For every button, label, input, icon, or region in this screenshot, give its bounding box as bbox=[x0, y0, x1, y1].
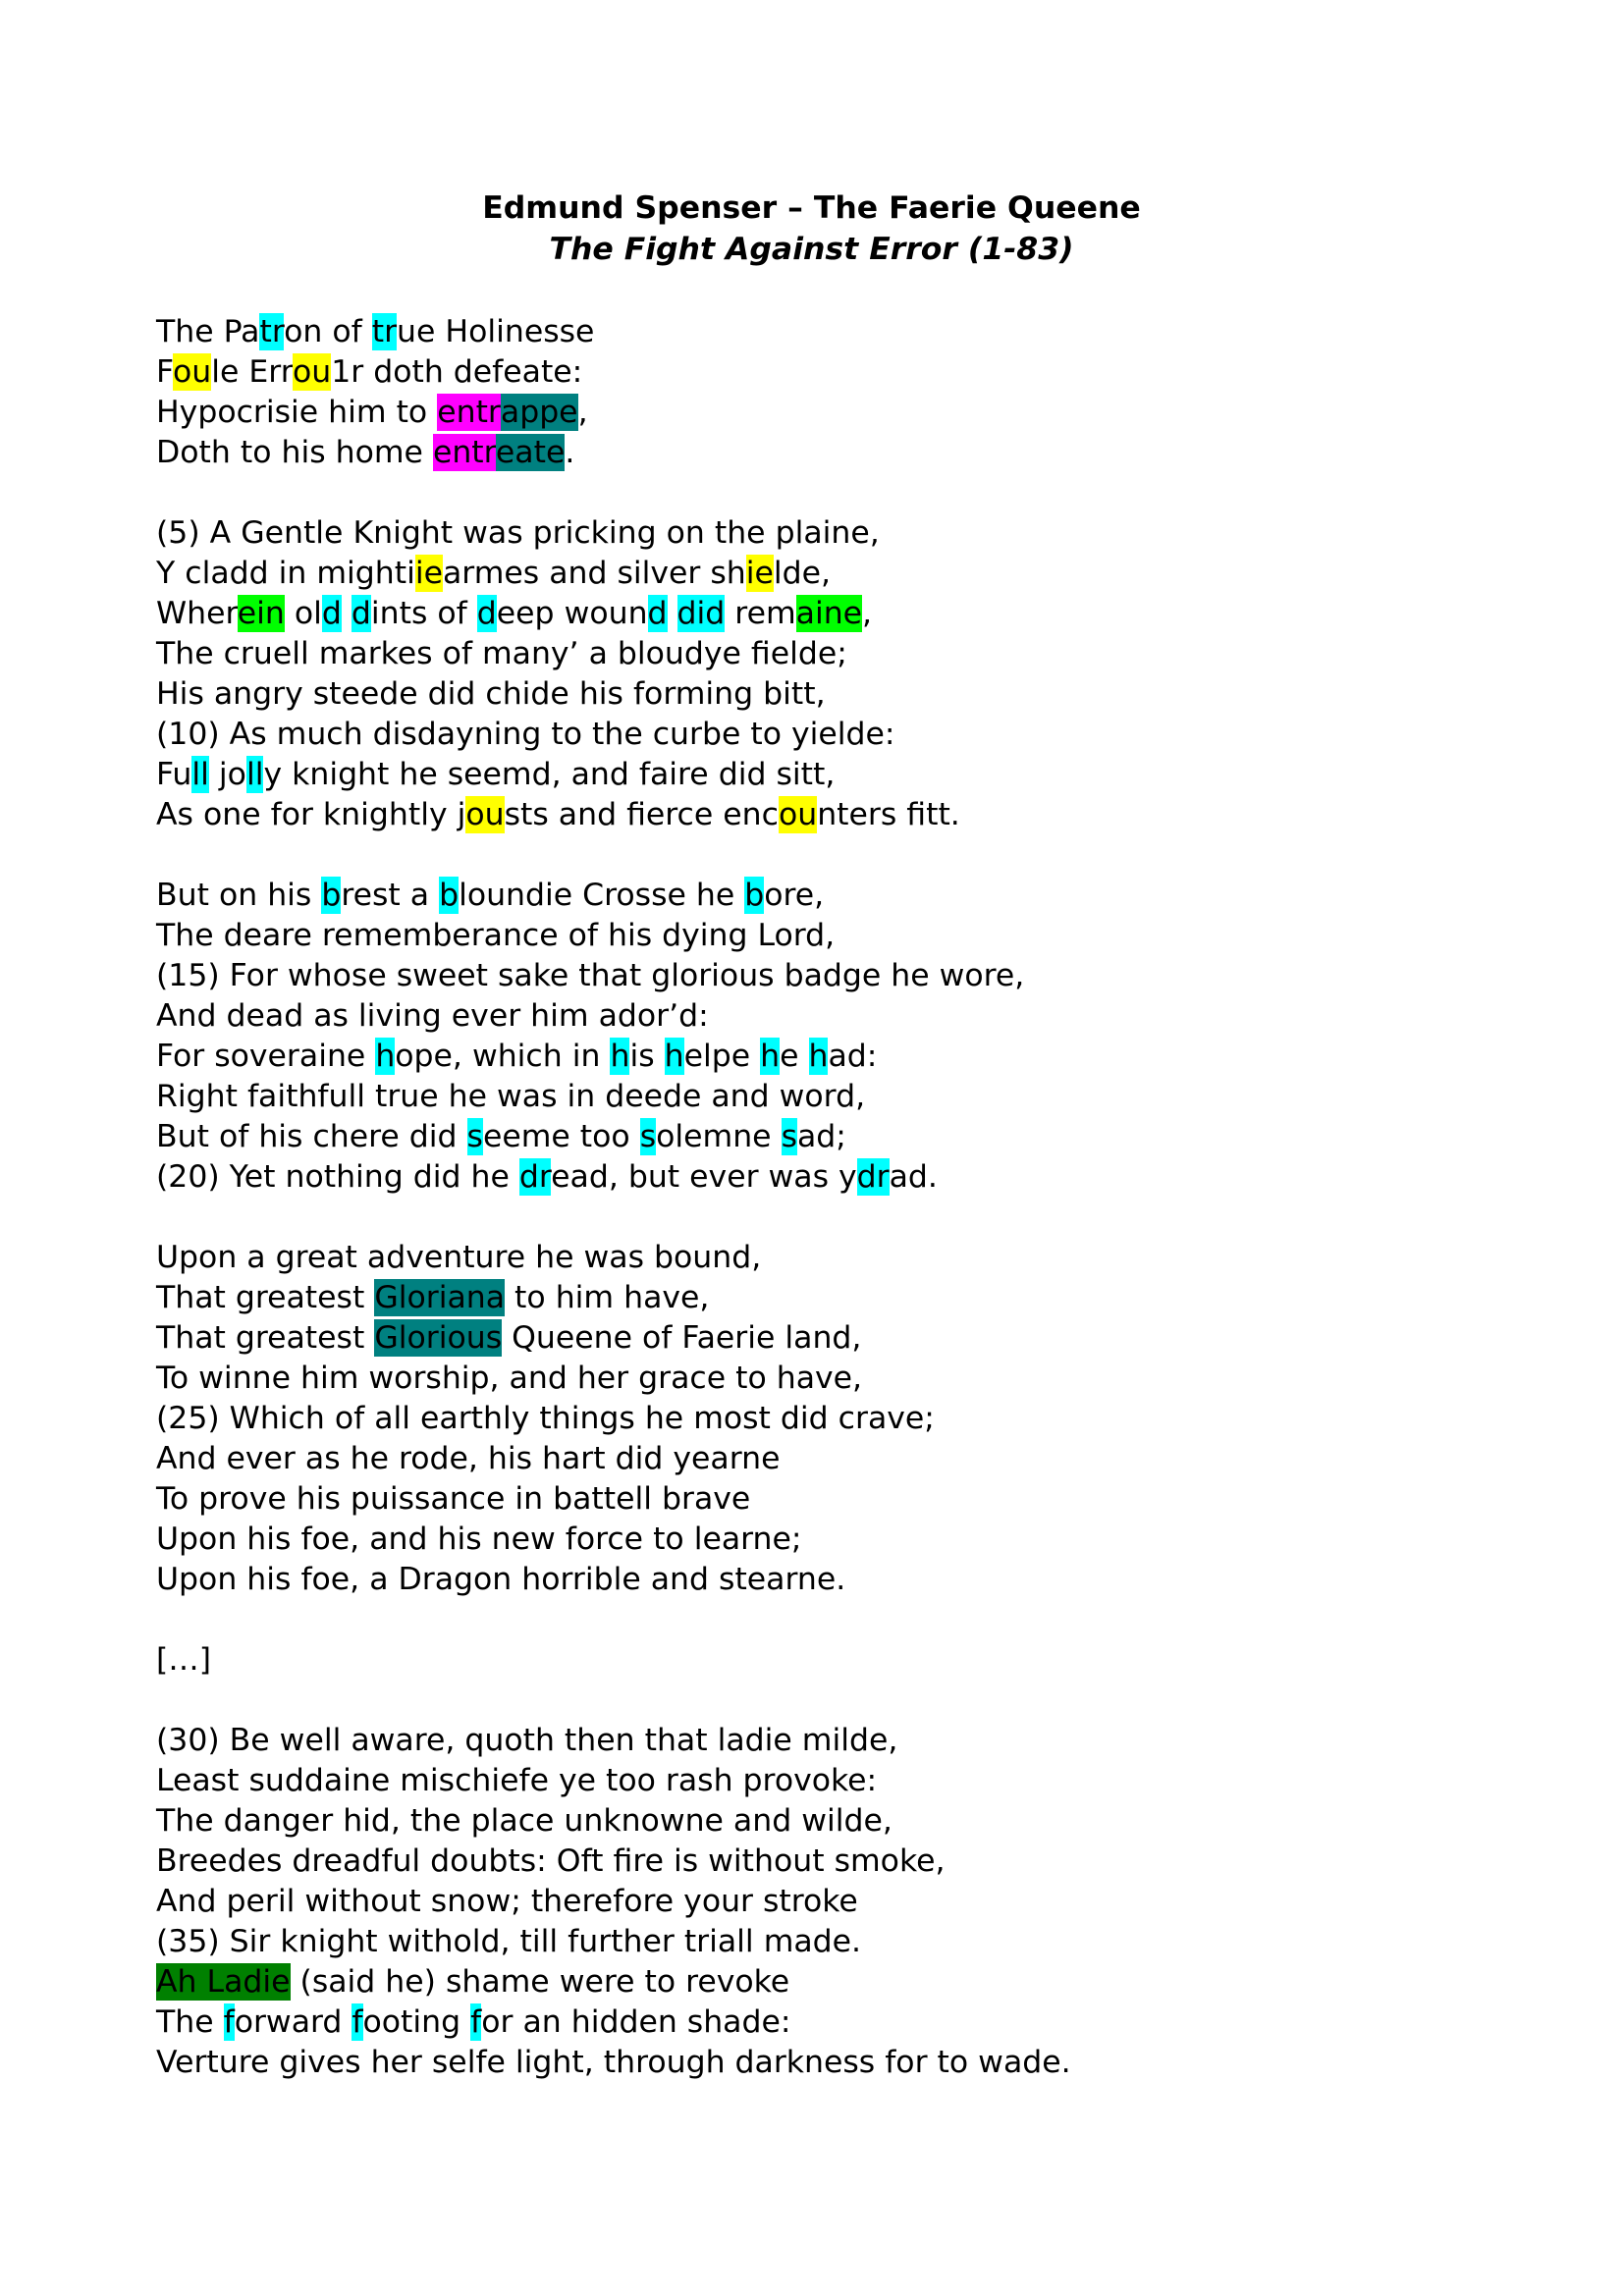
highlight-green: ein bbox=[237, 596, 285, 631]
poem-line bbox=[156, 1238, 1071, 1278]
poem-line bbox=[156, 1318, 1071, 1359]
text-segment: Wher bbox=[156, 596, 238, 631]
poem-line bbox=[156, 352, 1071, 393]
text-segment: The deare rememberance of his dying Lord, bbox=[156, 918, 836, 953]
text-segment: rem bbox=[725, 596, 796, 631]
text-segment: To prove his puissance in battell brave bbox=[156, 1481, 751, 1517]
highlight-cyan: h bbox=[610, 1039, 630, 1074]
poem-line bbox=[156, 1520, 1071, 1560]
poem-line bbox=[156, 1359, 1071, 1399]
text-segment: to him have, bbox=[505, 1280, 710, 1315]
text-segment: y knight he seemd, and faire did sitt, bbox=[263, 757, 836, 792]
highlight-cyan: d bbox=[351, 596, 371, 631]
text-segment: , bbox=[862, 596, 873, 631]
text-segment: And peril without snow; therefore your stroke bbox=[156, 1884, 858, 1919]
highlight-cyan: d bbox=[476, 596, 497, 631]
highlight-cyan: d bbox=[647, 596, 668, 631]
text-segment: To winne him worship, and her grace to have, bbox=[156, 1361, 863, 1396]
stanza-break bbox=[156, 1600, 1071, 1640]
poem-line bbox=[156, 1278, 1071, 1318]
highlight-teal: eate bbox=[495, 435, 566, 470]
highlight-cyan: dr bbox=[856, 1159, 890, 1195]
text-segment: jo bbox=[208, 757, 246, 792]
poem-line bbox=[156, 956, 1071, 996]
text-segment bbox=[342, 596, 352, 631]
text-segment: ad; bbox=[797, 1119, 846, 1154]
text-segment: sts and fierce enc bbox=[504, 797, 779, 832]
text-segment: (10) As much disdayning to the curbe to yielde: bbox=[156, 717, 895, 752]
poem-line bbox=[156, 1479, 1071, 1520]
text-segment: His angry steede did chide his forming bitt, bbox=[156, 676, 826, 712]
poem-line bbox=[156, 1399, 1071, 1439]
text-segment: elpe bbox=[683, 1039, 761, 1074]
poem-line bbox=[156, 1117, 1071, 1157]
poem-line bbox=[156, 312, 1071, 352]
text-segment: […] bbox=[156, 1642, 212, 1678]
text-segment: F bbox=[156, 354, 173, 390]
text-segment: armes and silver sh bbox=[443, 556, 746, 591]
text-segment: Queene of Faerie land, bbox=[502, 1320, 862, 1356]
highlight-cyan: s bbox=[781, 1119, 797, 1154]
text-segment: . bbox=[565, 435, 575, 470]
highlight-cyan: h bbox=[760, 1039, 781, 1074]
poem-line bbox=[156, 715, 1071, 755]
poem-line bbox=[156, 1640, 1071, 1681]
document-title: Edmund Spenser – The Faerie Queene bbox=[482, 190, 1141, 226]
highlight-cyan: ll bbox=[191, 757, 209, 792]
text-segment: ol bbox=[284, 596, 322, 631]
highlight-cyan: b bbox=[744, 878, 765, 913]
text-segment: nters fitt. bbox=[817, 797, 960, 832]
document-subtitle: The Fight Against Error (1-83) bbox=[549, 232, 1074, 267]
poem-body bbox=[156, 312, 1071, 2083]
highlight-cyan: did bbox=[676, 596, 726, 631]
text-segment: ue Holinesse bbox=[397, 314, 595, 349]
text-segment: 1r doth defeate: bbox=[331, 354, 583, 390]
text-segment: eep woun bbox=[496, 596, 648, 631]
highlight-cyan: ll bbox=[245, 757, 264, 792]
text-segment: or an hidden shade: bbox=[481, 2004, 791, 2040]
highlight-cyan: tr bbox=[259, 314, 285, 349]
text-segment bbox=[668, 596, 677, 631]
highlight-teal: appe bbox=[500, 395, 578, 430]
poem-line bbox=[156, 755, 1071, 795]
text-segment: Fu bbox=[156, 757, 192, 792]
highlight-cyan: tr bbox=[371, 314, 398, 349]
poem-line bbox=[156, 1721, 1071, 1761]
highlight-cyan: s bbox=[639, 1119, 657, 1154]
poem-line bbox=[156, 433, 1071, 473]
poem-line bbox=[156, 1077, 1071, 1117]
text-segment: Upon his foe, and his new force to learne; bbox=[156, 1522, 802, 1557]
poem-line bbox=[156, 393, 1071, 433]
highlight-cyan: h bbox=[375, 1039, 396, 1074]
highlight-cyan: d bbox=[321, 596, 342, 631]
highlight-green: aine bbox=[795, 596, 863, 631]
poem-line bbox=[156, 1761, 1071, 1801]
text-segment: loundie Crosse he bbox=[459, 878, 745, 913]
highlight-cyan: b bbox=[439, 878, 460, 913]
stanza-break bbox=[156, 1681, 1071, 1721]
poem-line bbox=[156, 1922, 1071, 1962]
highlight-yellow: ou bbox=[173, 354, 212, 390]
text-segment: ints of bbox=[370, 596, 477, 631]
text-segment: Least suddaine mischiefe ye too rash provoke: bbox=[156, 1763, 878, 1798]
highlight-teal: Glorious bbox=[374, 1320, 503, 1356]
text-segment: Verture gives her selfe light, through darkness for to wade. bbox=[156, 2045, 1071, 2080]
poem-line bbox=[156, 876, 1071, 916]
text-segment: orward bbox=[234, 2004, 352, 2040]
poem-line bbox=[156, 1560, 1071, 1600]
text-segment: But on his bbox=[156, 878, 322, 913]
highlight-cyan: f bbox=[223, 2004, 235, 2040]
highlight-cyan: h bbox=[664, 1039, 684, 1074]
poem-line bbox=[156, 1962, 1071, 2002]
text-segment: rest a bbox=[341, 878, 440, 913]
stanza-break bbox=[156, 473, 1071, 513]
text-segment: le Err bbox=[211, 354, 293, 390]
text-segment: (35) Sir knight withold, till further triall made. bbox=[156, 1924, 862, 1959]
poem-line bbox=[156, 996, 1071, 1037]
poem-line bbox=[156, 554, 1071, 594]
text-segment: eeme too bbox=[482, 1119, 640, 1154]
text-segment: Right faithfull true he was in deede and word, bbox=[156, 1079, 866, 1114]
highlight-yellow: ou bbox=[292, 354, 332, 390]
text-segment: Hypocrisie him to bbox=[156, 395, 438, 430]
poem-line bbox=[156, 594, 1071, 634]
text-segment: The bbox=[156, 2004, 224, 2040]
text-segment: (20) Yet nothing did he bbox=[156, 1159, 519, 1195]
poem-line bbox=[156, 2002, 1071, 2043]
text-segment: ooting bbox=[362, 2004, 471, 2040]
highlight-cyan: f bbox=[470, 2004, 482, 2040]
highlight-yellow: ou bbox=[778, 797, 818, 832]
text-segment: , bbox=[577, 395, 588, 430]
highlight-yellow: ie bbox=[414, 556, 443, 591]
highlight-magenta: entr bbox=[437, 395, 501, 430]
text-segment: olemne bbox=[656, 1119, 782, 1154]
text-segment: ead, but ever was y bbox=[551, 1159, 857, 1195]
highlight-cyan: b bbox=[321, 878, 342, 913]
highlight-teal: Gloriana bbox=[374, 1280, 506, 1315]
poem-line bbox=[156, 1801, 1071, 1842]
text-segment: As one for knightly j bbox=[156, 797, 466, 832]
poem-line bbox=[156, 1037, 1071, 1077]
text-segment: on of bbox=[284, 314, 372, 349]
poem-line bbox=[156, 916, 1071, 956]
text-segment: Breedes dreadful doubts: Oft fire is without smoke, bbox=[156, 1843, 946, 1879]
poem-line bbox=[156, 1157, 1071, 1198]
poem-line bbox=[156, 513, 1071, 554]
text-segment: ope, which in bbox=[395, 1039, 611, 1074]
highlight-cyan: h bbox=[808, 1039, 829, 1074]
poem-line bbox=[156, 795, 1071, 835]
text-segment: The danger hid, the place unknowne and wilde, bbox=[156, 1803, 893, 1839]
poem-line bbox=[156, 674, 1071, 715]
text-segment: (said he) shame were to revoke bbox=[290, 1964, 790, 2000]
text-segment: For soveraine bbox=[156, 1039, 376, 1074]
text-segment: (30) Be well aware, quoth then that ladie milde, bbox=[156, 1723, 898, 1758]
text-segment: is bbox=[629, 1039, 665, 1074]
poem-line bbox=[156, 1882, 1071, 1922]
text-segment: Upon a great adventure he was bound, bbox=[156, 1240, 762, 1275]
text-segment: ad: bbox=[828, 1039, 878, 1074]
highlight-cyan: dr bbox=[518, 1159, 552, 1195]
highlight-magenta: entr bbox=[432, 435, 496, 470]
text-segment: Doth to his home bbox=[156, 435, 433, 470]
poem-line bbox=[156, 634, 1071, 674]
highlight-dark-green: Ah Ladie bbox=[156, 1964, 291, 2000]
highlight-cyan: f bbox=[352, 2004, 363, 2040]
text-segment: That greatest bbox=[156, 1320, 375, 1356]
text-segment: lde, bbox=[773, 556, 832, 591]
text-segment: (15) For whose sweet sake that glorious badge he wore, bbox=[156, 958, 1025, 993]
text-segment: (25) Which of all earthly things he most did crave; bbox=[156, 1401, 935, 1436]
poem-line bbox=[156, 1439, 1071, 1479]
text-segment: That greatest bbox=[156, 1280, 375, 1315]
stanza-break bbox=[156, 1198, 1071, 1238]
highlight-yellow: ie bbox=[745, 556, 774, 591]
text-segment: And dead as living ever him ador’d: bbox=[156, 998, 709, 1034]
poem-line bbox=[156, 2043, 1071, 2083]
text-segment: The cruell markes of many’ a bloudye fielde; bbox=[156, 636, 847, 671]
text-segment: ore, bbox=[764, 878, 825, 913]
text-segment: ad. bbox=[889, 1159, 938, 1195]
highlight-yellow: ou bbox=[465, 797, 505, 832]
poem-line bbox=[156, 1842, 1071, 1882]
text-segment: And ever as he rode, his hart did yearne bbox=[156, 1441, 781, 1476]
text-segment: But of his chere did bbox=[156, 1119, 467, 1154]
highlight-cyan: s bbox=[466, 1119, 483, 1154]
stanza-break bbox=[156, 835, 1071, 876]
text-segment: e bbox=[780, 1039, 809, 1074]
text-segment: Y cladd in mighti bbox=[156, 556, 415, 591]
text-segment: The Pa bbox=[156, 314, 260, 349]
text-segment: Upon his foe, a Dragon horrible and stearne. bbox=[156, 1562, 846, 1597]
text-segment: (5) A Gentle Knight was pricking on the plaine, bbox=[156, 515, 880, 551]
